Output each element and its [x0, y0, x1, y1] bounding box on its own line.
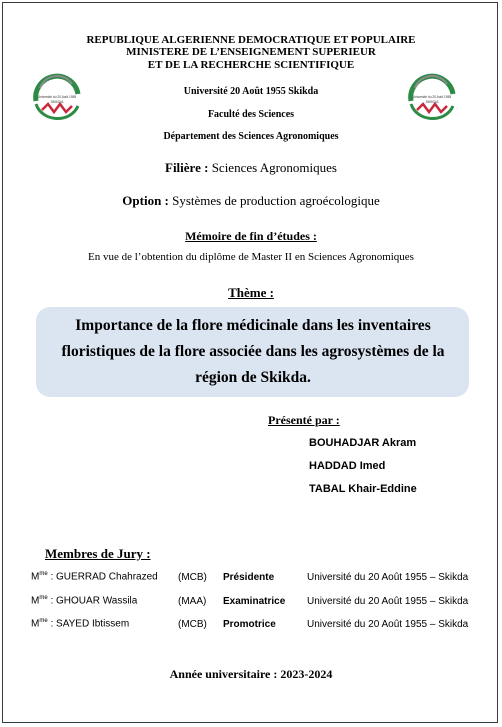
logo-caption-top: Université du 20 Août 1955 — [412, 95, 452, 99]
faculty-name: Faculté des Sciences — [207, 109, 295, 120]
option-value: Systèmes de production agroécologique — [172, 193, 380, 208]
theme-line-2: floristiques de la flore associée dans les agrosystèmes de la — [61, 343, 445, 360]
memoire-title: Mémoire de fin d’études : — [185, 229, 317, 243]
logo-wave-red — [42, 104, 72, 112]
logo-wave-red — [417, 104, 447, 112]
filiere-value: Sciences Agronomiques — [211, 160, 337, 175]
logo-caption-top: Université du 20 Août 1955 — [37, 95, 77, 99]
theme-line-1: Importance de la flore médicinale dans les inventaires — [75, 317, 431, 334]
jury-grade: (MCB) — [178, 619, 207, 630]
jury-affiliation: Université du 20 Août 1955 – Skikda — [307, 596, 469, 607]
jury-member-name — [31, 618, 129, 629]
student-name: BOUHADJAR Akram — [309, 437, 417, 449]
jury-member-name — [31, 571, 158, 582]
jury-title: Membres de Jury : — [45, 546, 151, 561]
presented-by-label: Présenté par : — [268, 413, 340, 427]
jury-prefix: M — [31, 618, 40, 630]
jury-prefix-sup: me — [39, 618, 48, 624]
academic-year: Année universitaire : 2023-2024 — [169, 667, 333, 681]
university-logo-right — [403, 68, 461, 126]
memoire-subtitle: En vue de l’obtention du diplôme de Master II en Sciences Agronomiques — [88, 251, 414, 263]
student-name: TABAL Khair-Eddine — [309, 483, 417, 495]
jury-role: Examinatrice — [223, 596, 286, 607]
jury-role: Présidente — [223, 572, 275, 583]
logo-caption-bottom: SKIKDA — [50, 100, 64, 104]
jury-member-name — [31, 595, 137, 606]
jury-name: : SAYED Ibtissem — [50, 618, 130, 630]
student-name: HADDAD Imed — [309, 460, 386, 472]
header-republic: REPUBLIQUE ALGERIENNE DEMOCRATIQUE ET POPULAIRE — [86, 34, 416, 46]
jury-role: Promotrice — [223, 619, 276, 630]
jury-name: : GHOUAR Wassila — [50, 595, 138, 607]
option-line — [0, 193, 502, 209]
jury-affiliation: Université du 20 Août 1955 – Skikda — [307, 619, 469, 630]
department-name: Département des Sciences Agronomiques — [163, 131, 339, 142]
jury-prefix-sup: me — [39, 571, 48, 577]
theme-title — [40, 313, 466, 391]
header-research: ET DE LA RECHERCHE SCIENTIFIQUE — [147, 59, 355, 71]
jury-name: : GUERRAD Chahrazed — [50, 571, 158, 583]
jury-grade: (MCB) — [178, 572, 207, 583]
jury-prefix-sup: me — [39, 595, 48, 601]
theme-label: Thème : — [228, 285, 274, 300]
filiere-line — [0, 160, 502, 176]
university-name: Université 20 Août 1955 Skikda — [183, 86, 319, 97]
jury-prefix: M — [31, 571, 40, 583]
filiere-label: Filière : — [165, 160, 209, 175]
jury-prefix: M — [31, 595, 40, 607]
jury-grade: (MAA) — [178, 596, 207, 607]
header-ministry: MINISTERE DE L’ENSEIGNEMENT SUPERIEUR — [126, 46, 376, 58]
option-label: Option : — [122, 193, 169, 208]
jury-affiliation: Université du 20 Août 1955 – Skikda — [307, 572, 469, 583]
logo-caption-bottom: SKIKDA — [425, 100, 439, 104]
theme-line-3: région de Skikda. — [195, 369, 311, 386]
university-logo-left — [28, 68, 86, 126]
